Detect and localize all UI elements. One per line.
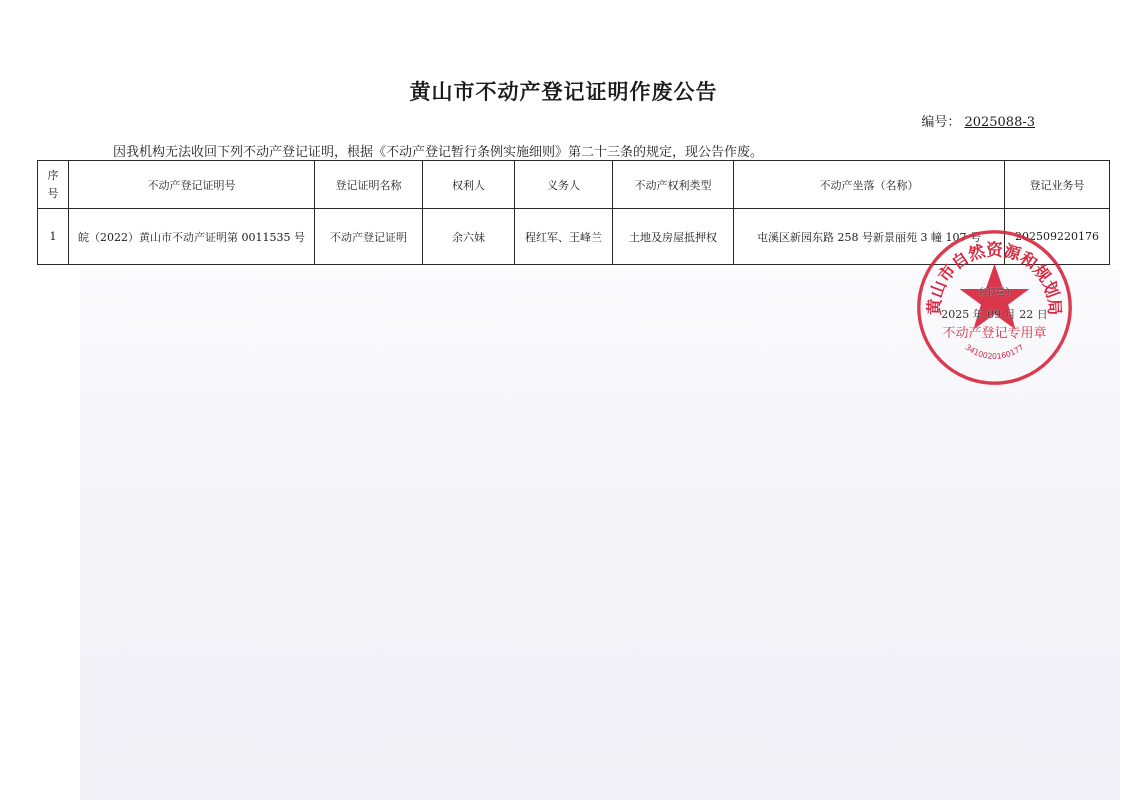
header-obligor: 义务人 (515, 161, 613, 209)
header-location: 不动产坐落（名称） (734, 161, 1005, 209)
table-header-row (38, 161, 1110, 209)
seal-purpose: 不动产登记专用章 (942, 326, 1047, 341)
cell-certificate-name: 不动产登记证明 (315, 209, 423, 265)
notice-intro: 因我机构无法收回下列不动产登记证明，根据《不动产登记暂行条例实施细则》第二十三条的规定，现公告作废。 (113, 145, 764, 160)
header-certificate-number: 不动产登记证明号 (69, 161, 315, 209)
document-number-label: 编号： (921, 115, 961, 130)
cell-right-type: 土地及房屋抵押权 (613, 209, 734, 265)
document-number-value: 2025088-3 (964, 115, 1035, 130)
seal-date: 2025 年 09 月 22 日 (941, 308, 1048, 321)
notice-title: 黄山市不动产登记证明作废公告 (409, 79, 718, 104)
seal-authority: 黄山市自然资源和规划局 (924, 240, 1065, 316)
cell-right-holder: 余六妹 (423, 209, 515, 265)
header-certificate-name: 登记证明名称 (315, 161, 423, 209)
header-serial: 序 号 (38, 161, 69, 209)
header-business-number: 登记业务号 (1005, 161, 1110, 209)
cell-serial: 1 (38, 209, 69, 265)
seal-code: 3410020160177 (963, 342, 1026, 361)
official-seal (912, 225, 1077, 390)
document-number (921, 111, 1035, 130)
header-right-type: 不动产权利类型 (613, 161, 734, 209)
cell-business-number: 202509220176 (1005, 209, 1110, 265)
cell-location: 屯溪区新园东路 258 号新景丽苑 3 幢 107 号 (734, 209, 1005, 265)
cell-obligor: 程红军、王峰兰 (515, 209, 613, 265)
cell-certificate-number: 皖（2022）黄山市不动产证明第 0011535 号 (69, 209, 315, 265)
header-right-holder: 权利人 (423, 161, 515, 209)
seal-mark-text: （印章） (972, 286, 1017, 299)
